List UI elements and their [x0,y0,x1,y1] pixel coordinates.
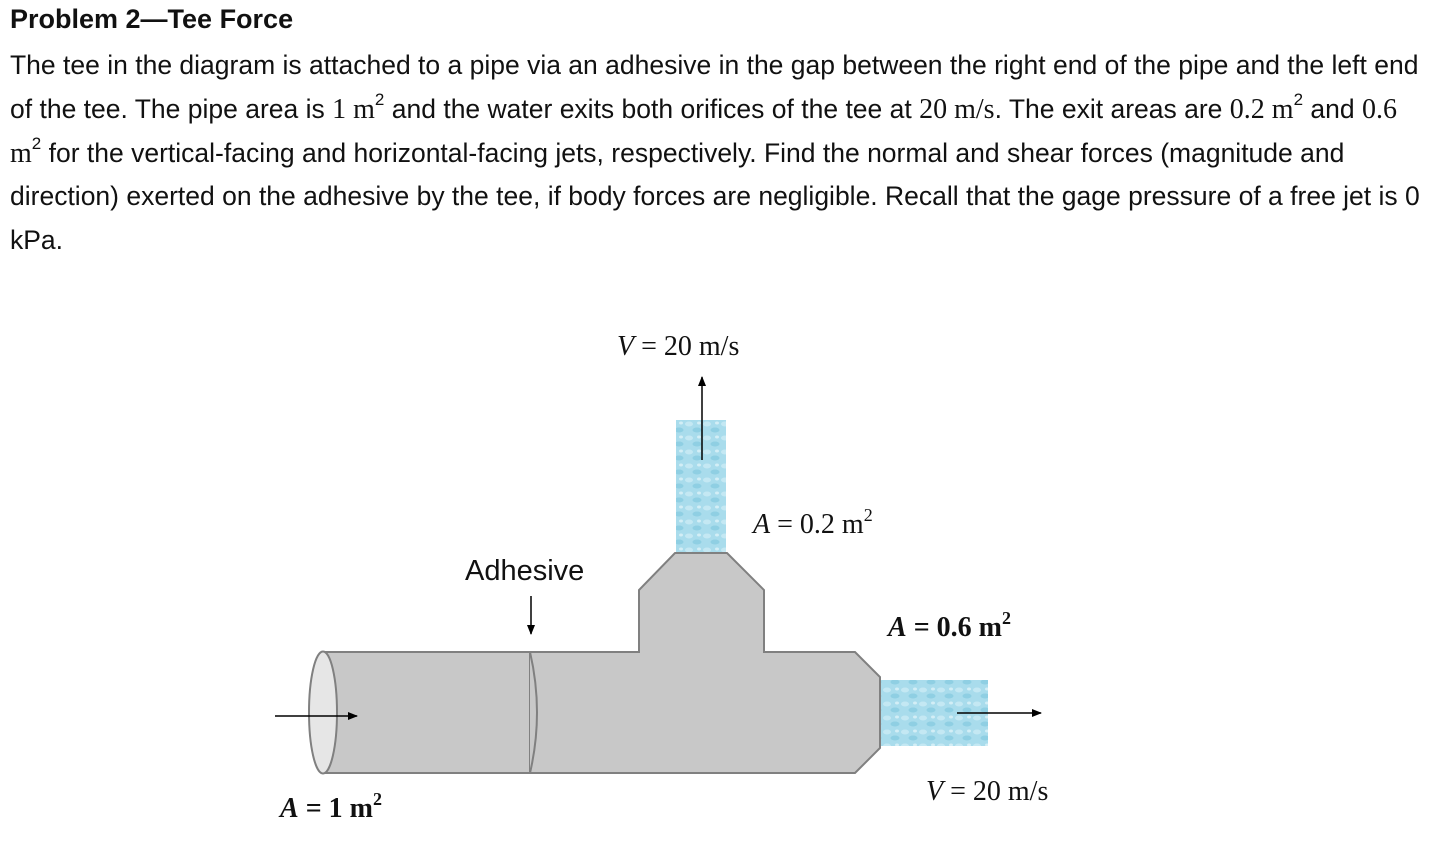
right-velocity-label: V = 20 m/s [926,776,1049,807]
pipe-area-label: A = 1 $m^2$ [280,789,382,824]
vertical-area-value: 0.2 m [1229,93,1294,125]
right-area-label: A = 0.6 $m^2$ [888,608,1011,643]
problem-title: Problem 2—Tee Force [10,4,294,34]
exit-speed-value: 20 m/s [919,93,995,125]
pipe [323,652,530,773]
problem-statement: The tee in the diagram is attached to a pipe via an adhesive in the gap between the right end of the pipe and the left end of the tee. The pipe area is 1 $m^2$ and the water exits both orifices of the tee at 20 m/s. The exit areas are 0.2 $m^2$ and 0.6 $m^2$ for the vertical-facing and horizontal-facing jets, respectively. Find the normal and shear forces (magnitude and direction) exerted on the adhesive by the tee, if body forces are negligible. Recall that the gage pressure of a free jet is 0 kPa. [10,50,1420,256]
pipe-area-value: 1 m [332,93,375,125]
pipe-opening [309,652,337,774]
adhesive-label: Adhesive [465,555,585,587]
top-velocity-label: V = 20 m/s [617,331,740,362]
horizontal-area-value: 0.6 m [10,93,1397,169]
vertical-water-jet [676,420,726,553]
top-area-label: A = 0.2 $m^2$ [753,505,873,540]
